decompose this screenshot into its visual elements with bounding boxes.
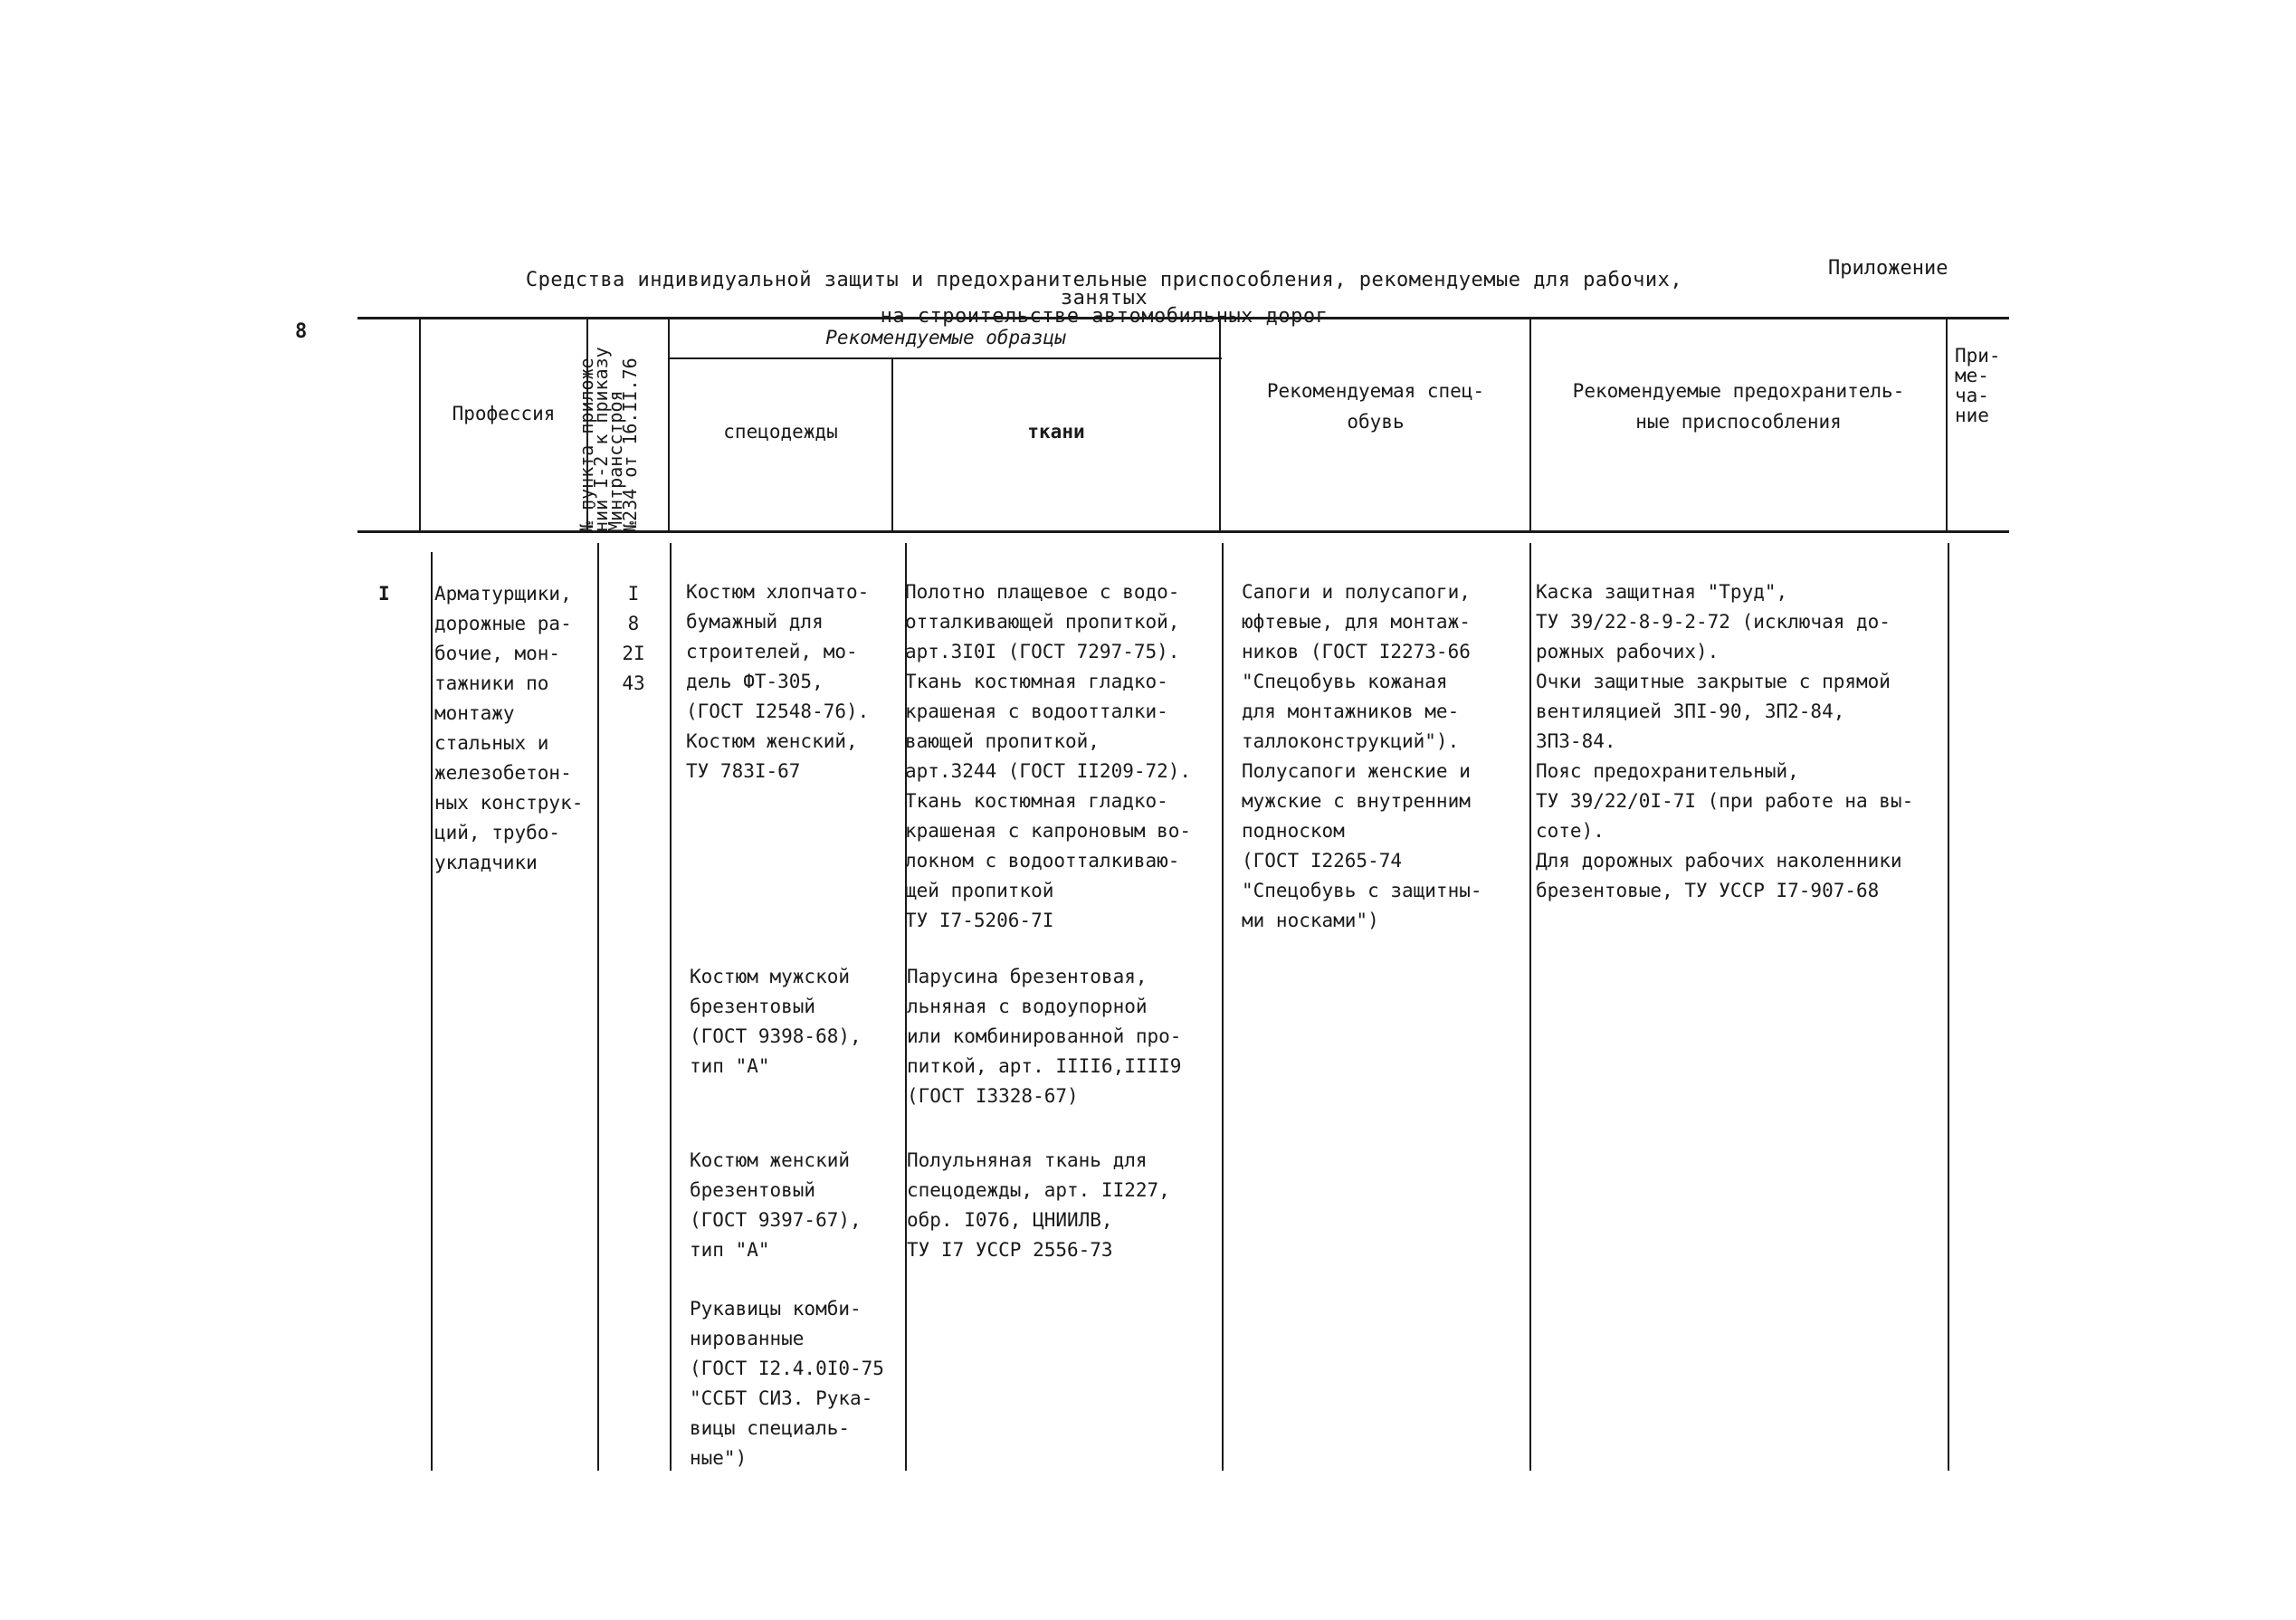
appendix-label: Приложение: [1828, 257, 1948, 280]
header-devices: Рекомендуемые предохранитель- ные приспособления: [1572, 380, 1905, 433]
header-fabrics: ткани: [1027, 421, 1085, 443]
fabric-item-3: Полульняная ткань для спецодежды, арт. II227, обр. I076, ЦНИИЛВ, ТУ I7 УССР 2556-73: [907, 1149, 1170, 1261]
header-footwear: Рекомендуемая спец- обувь: [1266, 380, 1485, 433]
col-line-5b: [1222, 543, 1224, 1471]
col-line-6b: [1529, 543, 1531, 1471]
header-profession: Профессия: [452, 403, 556, 424]
row-profession: Арматурщики, дорожные ра- бочие, мон- тажники по монтажу стальных и железобетон- ных конструк- ций, трубо- укладчики: [434, 583, 584, 873]
workwear-item-3: Костюм женский брезентовый (ГОСТ 9397-67), тип "А": [690, 1149, 862, 1261]
row-order-points: I 8 2I 43: [622, 583, 645, 694]
table-top-border: [357, 317, 2009, 319]
devices-item: Каска защитная "Труд", ТУ 39/22-8-9-2-72 (исключая до- рожных рабочих). Очки защитные закрытые с прямой вентиляцией ЗПI-90, ЗП2-84, ЗП3-84. Пояс предохранительный, ТУ 39/22/0I-7I (при работе на вы- соте). Для дорожных рабочих наколенники брезентовые, ТУ УССР I7-907-68: [1536, 581, 1914, 901]
title-line-1: Средства индивидуальной защиты и предохранительные приспособления, рекомендуемые для рабочих, занятых: [525, 269, 1683, 310]
workwear-item-4: Рукавицы комби- нированные (ГОСТ I2.4.0I0-75 "ССБТ СИЗ. Рука- вицы специаль- ные"): [690, 1298, 884, 1469]
workwear-item-2: Костюм мужской брезентовый (ГОСТ 9398-68), тип "А": [690, 966, 862, 1077]
fabric-item-2: Парусина брезентовая, льняная с водоупорной или комбинированной про- питкой, арт. IIII6,IIII9 (ГОСТ I3328-67): [907, 966, 1182, 1107]
col-line-1b: [431, 552, 433, 1471]
header-order-points: № пункта приложе- ний I-2 к приказу Минтрансстроя №234 от 16.II.76: [576, 347, 641, 532]
header-recommended-samples: Рекомендуемые образцы: [825, 327, 1066, 348]
samples-divider: [670, 357, 1222, 359]
col-line-7b: [1948, 543, 1949, 1471]
row-number: I: [378, 583, 390, 605]
header-workwear: спецодежды: [723, 421, 838, 443]
footwear-item: Сапоги и полусапоги, юфтевые, для монтаж- ников (ГОСТ I2273-66 "Спецобувь кожаная для монтажников ме- таллоконструкций"). Полусапоги женские и мужские с внутренним подноском (ГОСТ I2265-74 "Спецобувь с защитны- ми носками"): [1242, 581, 1482, 931]
col-line-3b: [670, 543, 672, 1471]
fabric-item-1: Полотно плащевое с водо- отталкивающей пропиткой, арт.3I0I (ГОСТ 7297-75). Ткань костюмная гладко- крашеная с водоотталки- вающей пропиткой, арт.3244 (ГОСТ II209-72). Ткань костюмная гладко- крашеная с капроновым во- локном с водоотталкиваю- щей пропиткой ТУ I7-5206-7I: [905, 581, 1192, 931]
page-number: 8: [295, 320, 308, 343]
header-notes: При- ме- ча- ние: [1955, 345, 2001, 426]
workwear-item-1: Костюм хлопчато- бумажный для строителей, мо- дель ФТ-305, (ГОСТ I2548-76). Костюм женский, ТУ 783I-67: [686, 581, 870, 782]
